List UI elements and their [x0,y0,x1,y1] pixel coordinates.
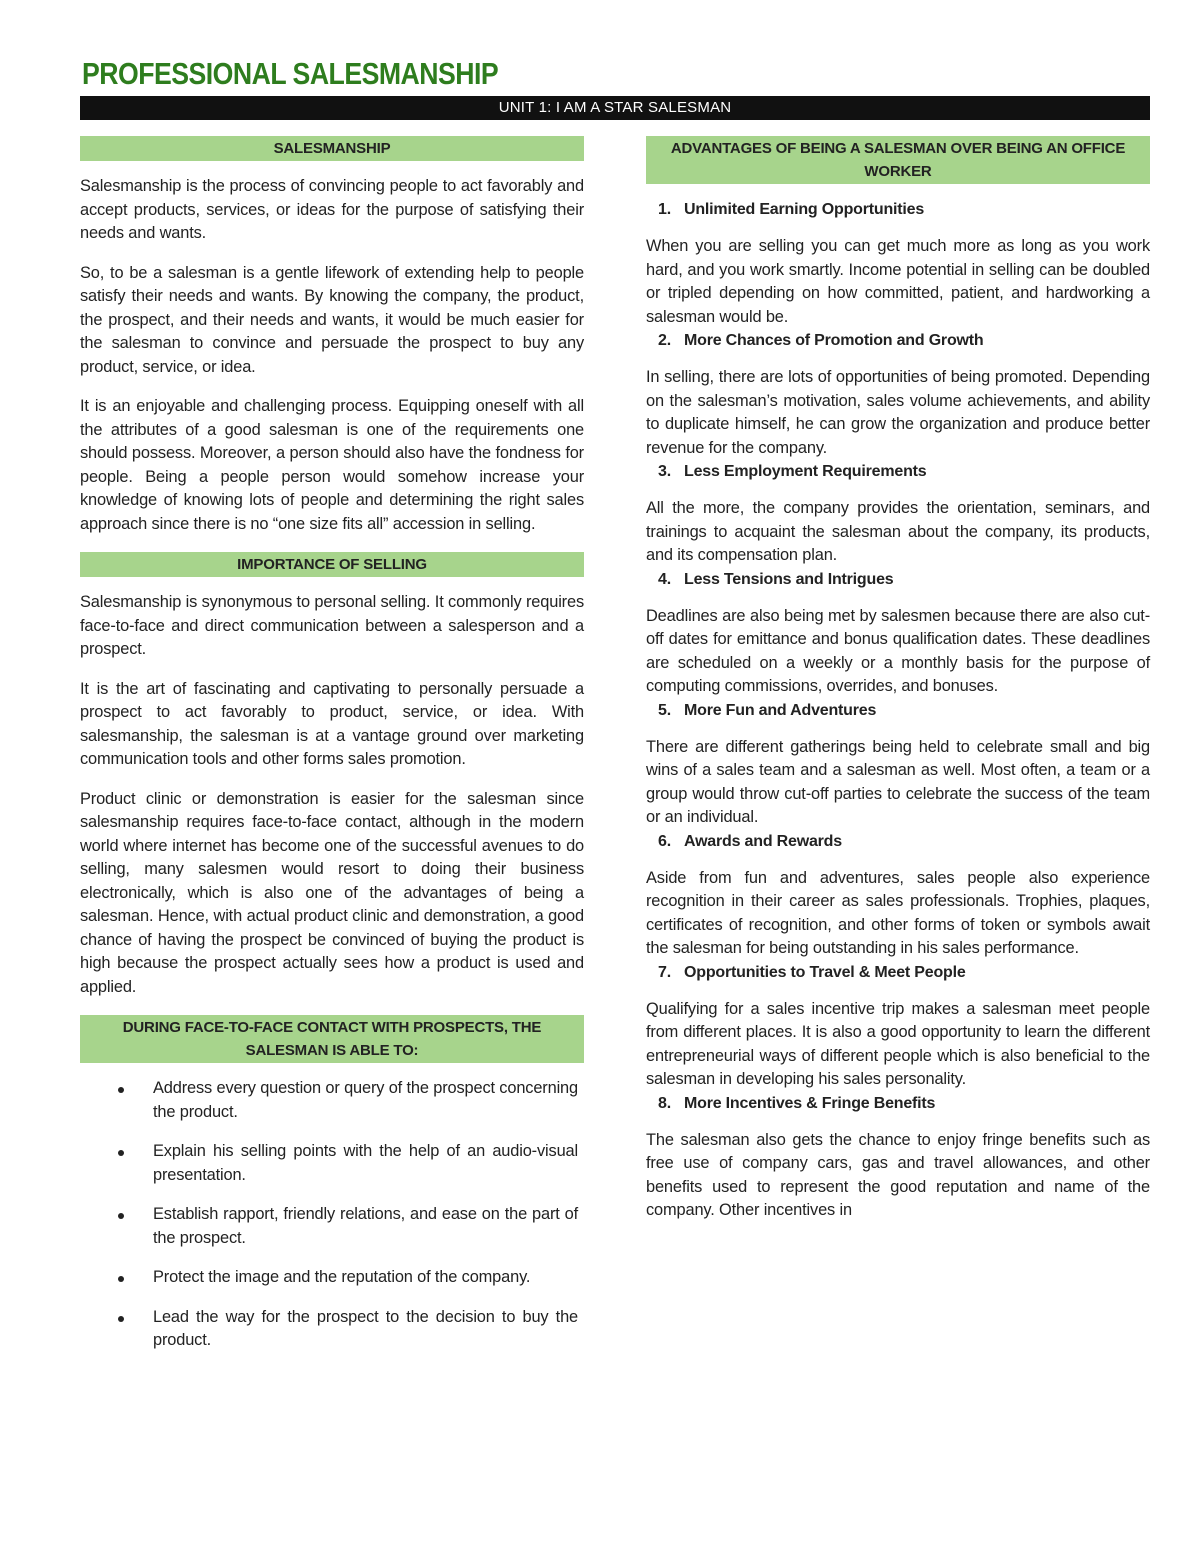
list-item-text: Protect the image and the reputation of the company. [153,1268,531,1286]
advantage-number: 5. [658,701,671,719]
advantage-title-text: Less Tensions and Intrigues [684,570,894,588]
advantage-number: 4. [658,570,671,588]
advantage-title-text: More Incentives & Fringe Benefits [684,1094,936,1112]
paragraph: Salesmanship is the process of convincing people to act favorably and accept products, services, or ideas for the purpose of satisfying their needs and wants. [80,177,584,242]
advantage-title-text: Opportunities to Travel & Meet People [684,963,966,981]
section-heading-advantages: ADVANTAGES OF BEING A SALESMAN OVER BEING AN OFFICE WORKER [646,136,1150,184]
paragraph: So, to be a salesman is a gentle lifework of extending help to people satisfy their needs and wants. By knowing the company, the product, the prospect, and their needs and wants, it would be much easier for the salesman to convince and persuade the prospect to buy any product, service, or idea. [80,263,584,376]
list-item [80,1306,584,1353]
left-column [80,136,584,1369]
advantage-title [658,568,1150,591]
list-item-text: Lead the way for the prospect to the decision to buy the product. [153,1307,578,1349]
advantage-title-text: Unlimited Earning Opportunities [684,201,925,218]
bullet-icon [118,1087,124,1093]
bullet-icon [118,1150,124,1156]
advantage-title [658,699,1150,722]
bullet-icon [118,1316,124,1322]
bullet-icon [118,1276,124,1282]
advantage-number: 8. [658,1094,671,1112]
advantage-title [658,329,1150,352]
advantage-number: 7. [658,963,671,981]
bullet-icon [118,1213,124,1219]
advantage-body: Qualifying for a sales incentive trip makes a salesman meet people from different places. It is also a good opportunity to learn the different entrepreneurial ways of different people which is also beneficial to the salesman in developing his sales personality. [646,999,1150,1088]
advantage-body: When you are selling you can get much more as long as you work hard, and you work smartly. Income potential in selling can be doubled or tripled depending on how committed, patient, and hardworking a salesman would be. [646,237,1150,326]
advantage-title [658,961,1150,984]
paragraph: It is an enjoyable and challenging process. Equipping oneself with all the attributes of a good salesman is one of the requirements one should possess. Moreover, a person should also have the fondness for people. Being a people person would somehow increase your knowledge of knowing lots of people and determining the right sales approach since there is no “one size fits all” accession in selling. [80,397,584,533]
advantage-title-text: Awards and Rewards [684,832,842,850]
advantage-body: Aside from fun and adventures, sales people also experience recognition in their career as sales professionals. Trophies, plaques, certificates of recognition, and other forms of token or symbols await the salesman for being outstanding in his sales performance. [646,868,1150,957]
advantage-body: All the more, the company provides the orientation, seminars, and trainings to acquaint the salesman about the company, its products, and its compensation plan. [646,499,1150,564]
advantage-title [658,198,1150,221]
paragraph: Product clinic or demonstration is easier for the salesman since salesmanship requires face-to-face contact, although in the modern world where internet has become one of the successful avenues to do selling, many salesmen would resort to doing their business electronically, which is also one of the advantages of being a salesman. Hence, with actual product clinic and demonstration, a good chance of having the prospect be convinced of buying the product is high because the prospect actually sees how a product is used and applied. [80,789,584,996]
list-item-text: Explain his selling points with the help of an audio-visual presentation. [153,1142,578,1184]
advantage-body: In selling, there are lots of opportunities of being promoted. Depending on the salesman’s motivation, sales volume achievements, and ability to duplicate himself, he can grow the organization and produce better revenue for the company. [646,368,1150,457]
advantage-body: The salesman also gets the chance to enjoy fringe benefits such as free use of company cars, gas and travel allowances, and other benefits used to represent the good reputation and name of the company. Other incentives in [646,1130,1150,1219]
list-item-text: Establish rapport, friendly relations, and ease on the part of the prospect. [153,1205,578,1247]
advantage-number: 3. [658,463,671,480]
list-item-text: Address every question or query of the prospect concerning the product. [153,1079,578,1121]
section-heading-face-to-face: DURING FACE-TO-FACE CONTACT WITH PROSPECTS, THE SALESMAN IS ABLE TO: [80,1015,584,1063]
advantage-number: 1. [658,201,671,218]
advantage-title [658,1092,1150,1115]
advantage-body: There are different gatherings being held to celebrate small and big wins of a sales team and a salesman as well. Most often, a team or a group would throw cut-off parties to celebrate the success of the team or an individual. [646,737,1150,826]
section-heading-importance: IMPORTANCE OF SELLING [80,552,584,577]
advantage-body: Deadlines are also being met by salesmen because there are also cut-off dates for emittance and bonus qualification dates. These deadlines are scheduled on a weekly or a monthly basis for the purpose of computing commissions, overrides, and bonuses. [646,606,1150,695]
paragraph: Salesmanship is synonymous to personal selling. It commonly requires face-to-face and direct communication between a salesperson and a prospect. [80,593,584,658]
list-item [80,1266,584,1290]
list-item [80,1203,584,1250]
advantage-title [658,830,1150,853]
list-item [80,1077,584,1124]
section-heading-salesmanship: SALESMANSHIP [80,136,584,161]
unit-banner: UNIT 1: I AM A STAR SALESMAN [80,96,1150,120]
bullet-list [80,1077,584,1353]
list-item [80,1140,584,1187]
advantage-title-text: More Fun and Adventures [684,701,877,719]
advantage-title [658,460,1150,483]
right-column [646,136,1150,1223]
document-title: PROFESSIONAL SALESMANSHIP [82,56,499,91]
paragraph: It is the art of fascinating and captivating to personally persuade a prospect to act favorably to product, service, or idea. With salesmanship, the salesman is at a vantage ground over marketing communication tools and other forms sales promotion. [80,679,584,768]
advantage-number: 6. [658,832,671,850]
advantage-number: 2. [658,332,671,349]
advantage-title-text: More Chances of Promotion and Growth [684,332,984,349]
advantage-title-text: Less Employment Requirements [684,463,927,480]
